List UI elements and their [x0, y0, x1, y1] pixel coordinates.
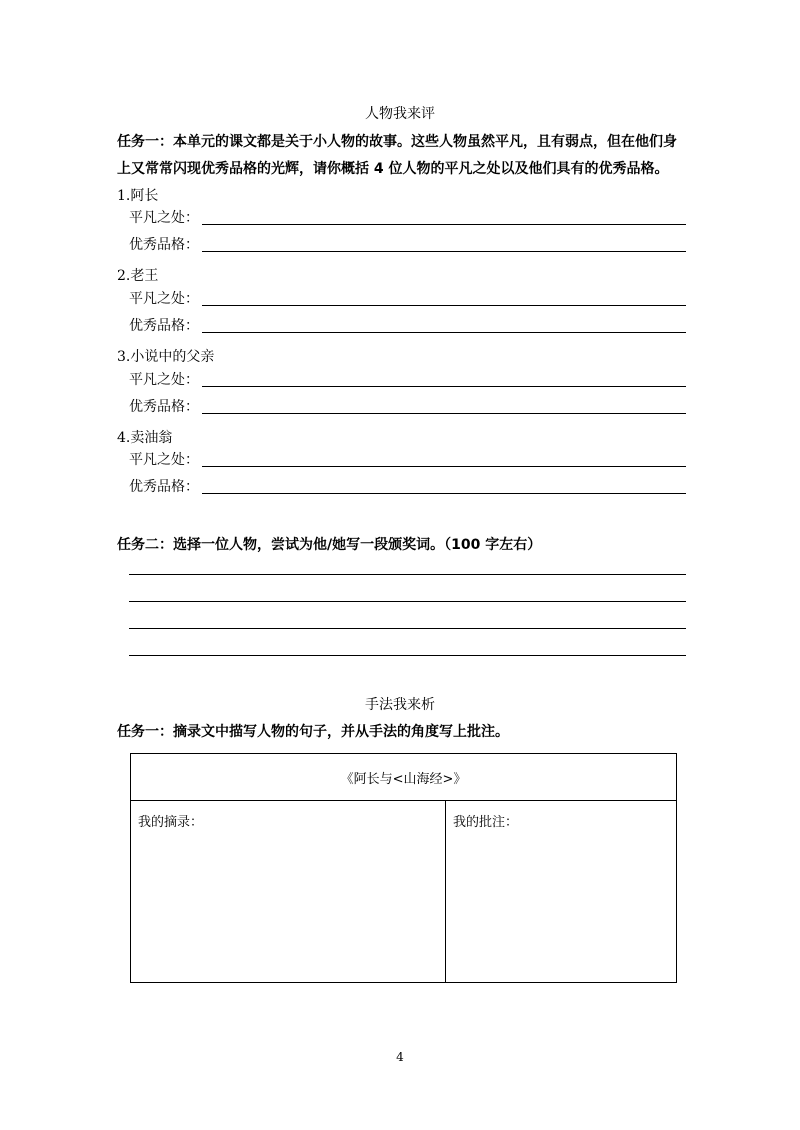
ordinary-label: 平凡之处： [129, 452, 199, 468]
excellent-label: 优秀品格： [129, 318, 199, 334]
person-heading: 3.小说中的父亲 [117, 349, 215, 365]
section2-task1-instruction: 任务一：摘录文中描写人物的句子，并从手法的角度写上批注。 [117, 724, 509, 740]
ordinary-field-row[interactable] [129, 288, 686, 308]
table-caption: 《阿长与<山海经>》 [131, 754, 676, 801]
person-heading: 2.老王 [117, 268, 159, 284]
annotation-label: 我的批注： [453, 815, 519, 830]
page-number: 4 [396, 1050, 404, 1064]
answer-blank-line[interactable] [202, 466, 686, 467]
ordinary-label: 平凡之处： [129, 291, 199, 307]
excerpt-cell[interactable] [131, 801, 446, 982]
excerpt-label: 我的摘录： [138, 815, 204, 830]
writing-line[interactable] [129, 574, 686, 575]
person-heading: 1.阿长 [117, 188, 159, 204]
section-title-technique-analysis: 手法我来析 [365, 697, 435, 713]
answer-blank-line[interactable] [202, 224, 686, 225]
answer-blank-line[interactable] [202, 413, 686, 414]
excellent-field-row[interactable] [129, 315, 686, 335]
answer-blank-line[interactable] [202, 386, 686, 387]
answer-blank-line[interactable] [202, 251, 686, 252]
excellent-field-row[interactable] [129, 396, 686, 416]
person-heading: 4.卖油翁 [117, 430, 173, 446]
answer-blank-line[interactable] [202, 332, 686, 333]
ordinary-label: 平凡之处： [129, 210, 199, 226]
excellent-field-row[interactable] [129, 476, 686, 496]
ordinary-label: 平凡之处： [129, 372, 199, 388]
excellent-label: 优秀品格： [129, 399, 199, 415]
writing-line[interactable] [129, 628, 686, 629]
answer-blank-line[interactable] [202, 305, 686, 306]
ordinary-field-row[interactable] [129, 369, 686, 389]
writing-line[interactable] [129, 655, 686, 656]
excellent-field-row[interactable] [129, 234, 686, 254]
excellent-label: 优秀品格： [129, 479, 199, 495]
task1-instruction-line1: 任务一：本单元的课文都是关于小人物的故事。这些人物虽然平凡，且有弱点，但在他们身 [117, 134, 677, 150]
answer-blank-line[interactable] [202, 493, 686, 494]
task2-instruction: 任务二：选择一位人物，尝试为他/她写一段颁奖词。（100 字左右） [117, 537, 542, 553]
writing-line[interactable] [129, 601, 686, 602]
section-title-character-review: 人物我来评 [365, 106, 435, 122]
annotation-table [130, 753, 677, 983]
task1-instruction-line2: 上又常常闪现优秀品格的光辉，请你概括 4 位人物的平凡之处以及他们具有的优秀品格。 [117, 161, 669, 177]
ordinary-field-row[interactable] [129, 207, 686, 227]
excellent-label: 优秀品格： [129, 237, 199, 253]
annotation-cell[interactable] [446, 801, 676, 982]
ordinary-field-row[interactable] [129, 449, 686, 469]
